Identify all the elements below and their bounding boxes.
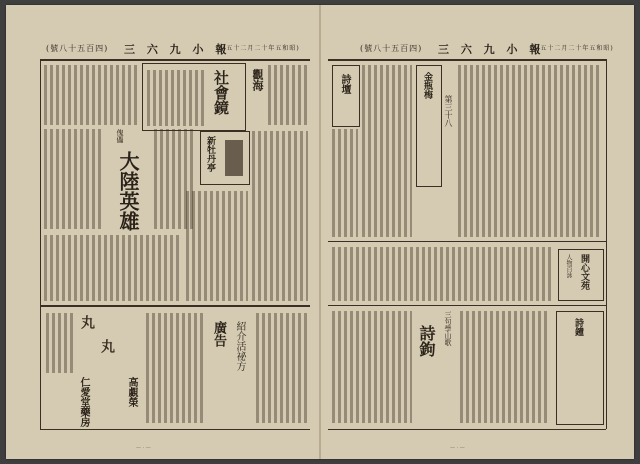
da-lu-ying-xiong-title: 大陸英雄 <box>116 151 140 231</box>
left-masthead-title: 三 六 九 小 報 <box>124 43 231 56</box>
right-top-rule <box>328 59 606 61</box>
she-hui-jing-box <box>142 63 246 131</box>
guan-hai-title: 觀海 <box>251 69 264 91</box>
right-article-text <box>332 311 412 423</box>
right-page <box>320 5 634 459</box>
left-outer-border <box>40 59 41 429</box>
right-lower-divider <box>328 305 606 306</box>
left-article-text <box>44 65 140 125</box>
ad-shao-jie: 紹介活祕方 <box>234 321 245 371</box>
left-top-rule <box>40 59 310 61</box>
shi-gou-title: 詩鉤 <box>417 325 436 357</box>
right-footer: — · — <box>450 445 465 451</box>
right-article-text <box>460 311 550 423</box>
newspaper-sheet <box>6 5 634 459</box>
left-article-text <box>44 129 104 229</box>
portrait-image <box>225 140 243 176</box>
jin-ping-mei-box <box>416 65 442 187</box>
shi-tan-title: 詩壇 <box>339 74 350 94</box>
xin-mu-dan-ting-box <box>200 131 250 185</box>
right-article-text <box>332 247 554 301</box>
left-article-text <box>252 131 308 301</box>
xin-mu-dan-ting-title: 新牡丹亭 <box>205 136 215 172</box>
serial-prefix: 傀儡 <box>116 129 124 143</box>
kai-xin-wen-jian-title: 開心文苑 <box>579 254 589 290</box>
shi-zheng-title: 詩鐘 <box>573 318 583 336</box>
right-article-text <box>458 65 602 237</box>
left-ad-divider <box>40 305 310 307</box>
left-masthead-date: (日五十二月二十年五和昭) <box>216 45 300 52</box>
right-article-text <box>332 129 358 237</box>
san-ju-shan-ge: 三句學山歌 <box>444 311 452 346</box>
left-article-text <box>268 65 308 125</box>
she-hui-jing-title: 社會鏡 <box>212 70 230 115</box>
ad-guang-gao: 廣告 <box>211 321 226 347</box>
ad-text <box>46 313 76 373</box>
ad-ren-ai-tang: 仁愛堂藥房 <box>78 377 89 427</box>
left-article-text <box>44 235 180 301</box>
shi-tan-box <box>332 65 360 127</box>
right-mid-divider <box>328 241 606 242</box>
right-issue-number: (號八十五百四) <box>360 44 423 53</box>
left-bottom-rule <box>40 429 310 430</box>
left-footer: — · — <box>136 445 151 451</box>
ad-gao-you: 高覷榮 <box>126 377 137 407</box>
ad-wan-2: 丸 <box>99 339 115 353</box>
right-outer-border <box>606 59 607 429</box>
shi-zheng-box <box>556 311 604 425</box>
left-page <box>6 5 320 459</box>
right-masthead-date: (日五十二月二十年五和昭) <box>530 45 614 52</box>
jin-ping-mei-title: 金瓶梅 <box>422 72 432 99</box>
ad-text <box>146 313 206 423</box>
ad-wan-1: 丸 <box>79 315 95 329</box>
left-issue-number: (號八十五百四) <box>46 44 109 53</box>
right-bottom-rule <box>328 429 606 430</box>
right-article-text <box>362 65 412 237</box>
kai-xin-sub: 人物百詠 <box>565 254 572 278</box>
she-hui-jing-text <box>147 70 205 126</box>
jin-ping-mei-chapter: 第三十八 <box>444 95 453 127</box>
kai-xin-box <box>558 249 604 301</box>
right-masthead-title: 三 六 九 小 報 <box>438 43 545 56</box>
ad-text <box>256 313 308 423</box>
left-article-text <box>186 191 248 301</box>
